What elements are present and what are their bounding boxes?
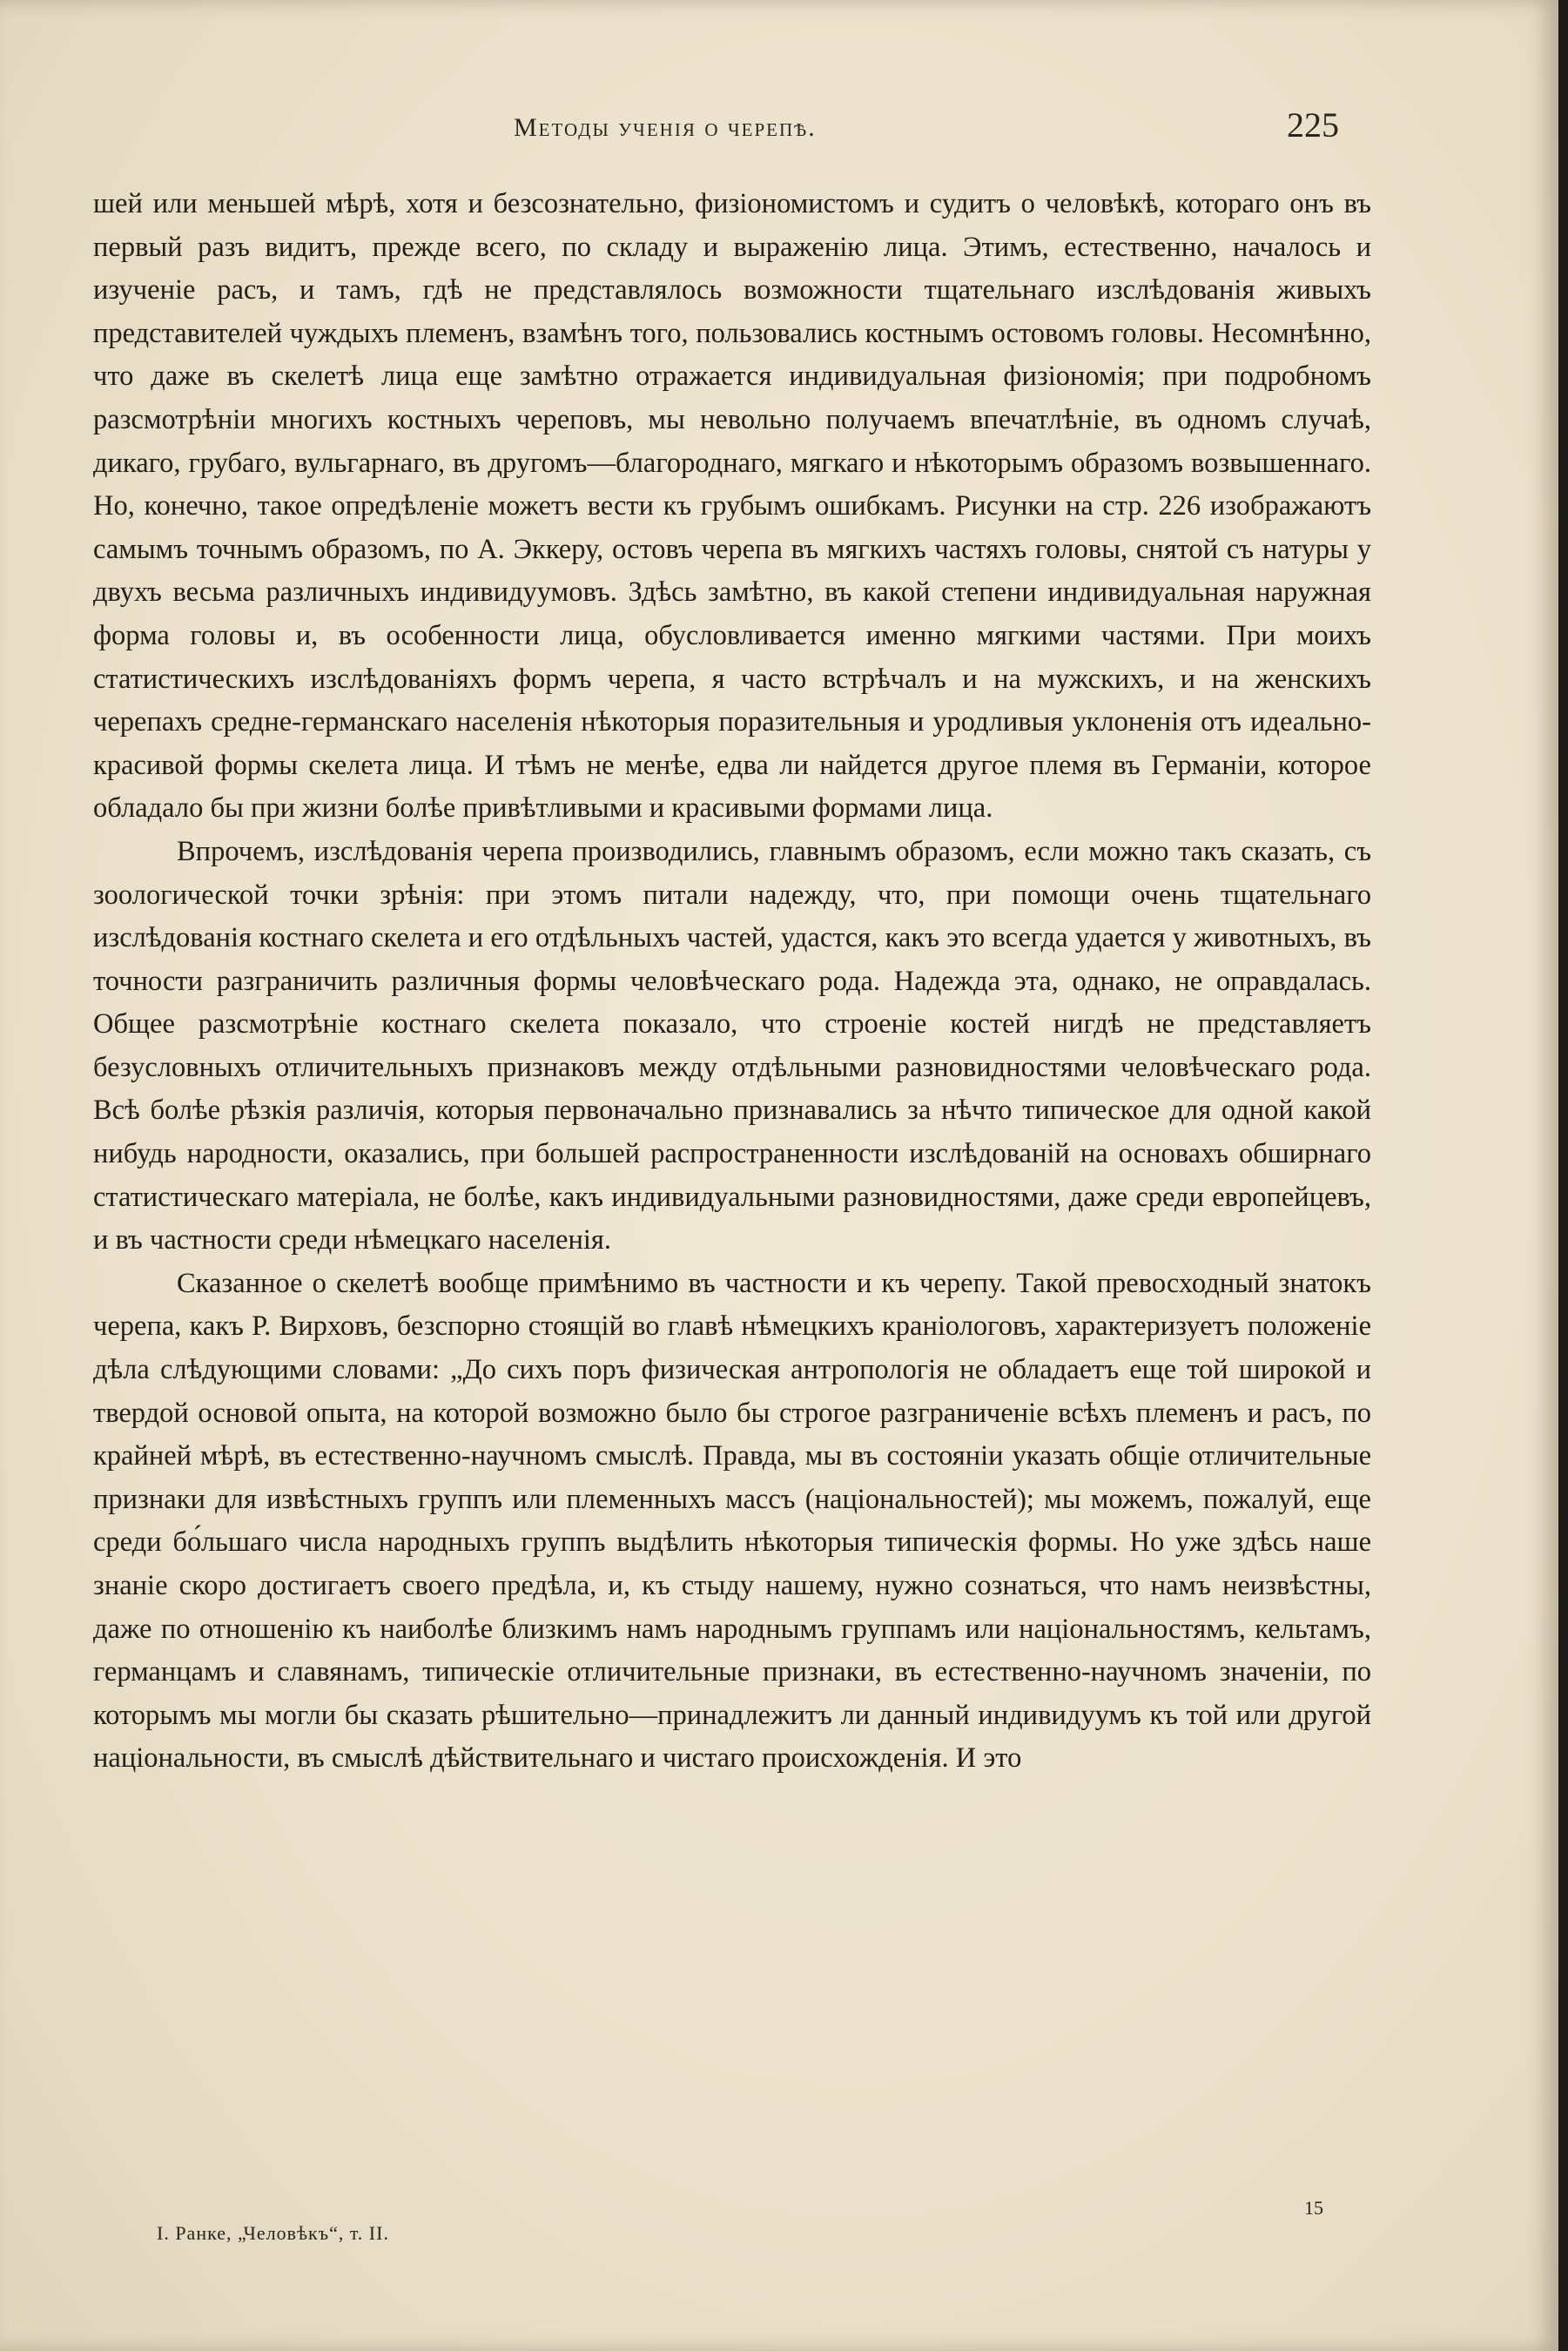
paragraph: Сказанное о скелетѣ вообще примѣнимо въ частности и къ черепу. Такой превосходный знатокъ черепа, какъ Р. Вирховъ, безспорно стоящій во главѣ нѣмецкихъ краніологовъ, характеризуетъ положеніе дѣла слѣдующими словами: „До сихъ поръ физическая антропологія не обладаетъ еще той широкой и твердой основой опыта, на которой возможно было бы строгое разграниченіе всѣхъ племенъ и расъ, по крайней мѣрѣ, въ естественно-научномъ смыслѣ. Правда, мы въ состояніи указать общіе отличительные признаки для извѣстныхъ группъ или племенныхъ массъ (національностей); мы можемъ, пожалуй, еще среди бо́льшаго числа народныхъ группъ выдѣлить нѣкоторыя типическія формы. Но уже здѣсь наше знаніе скоро достигаетъ своего предѣла, и, къ стыду нашему, нужно сознаться, что намъ неизвѣстны, даже по отношенію къ наиболѣе близкимъ намъ народнымъ группамъ или національностямъ, кельтамъ, германцамъ и славянамъ, типическіе отличительные признаки, въ естественно-научномъ значеніи, по которымъ мы могли бы сказать рѣшительно—принадлежитъ ли данный индивидуумъ къ той или другой національности, въ смыслѣ дѣйствительнаго и чистаго происхожденія. И это (93, 1267, 1371, 1775)
running-title: Методы ученія о черепѣ. (514, 113, 817, 142)
body-text (93, 183, 1371, 1781)
page-number: 225 (1287, 105, 1339, 145)
signature-mark: 15 (1304, 2197, 1323, 2219)
running-header (0, 104, 1558, 157)
paragraph-continued: шей или меньшей мѣрѣ, хотя и безсознательно, физіономистомъ и судитъ о человѣкѣ, котораго онъ въ первый разъ видитъ, прежде всего, по складу и выраженію лица. Этимъ, естественно, началось и изученіе расъ, и тамъ, гдѣ не представлялось возможности тщательнаго изслѣдованія живыхъ представителей чуждыхъ племенъ, взамѣнъ того, пользовались костнымъ остовомъ головы. Несомнѣнно, что даже въ скелетѣ лица еще замѣтно отражается индивидуальная физіономія; при подробномъ разсмотрѣніи многихъ костныхъ череповъ, мы невольно получаемъ впечатлѣніе, въ одномъ случаѣ, дикаго, грубаго, вульгарнаго, въ другомъ—благороднаго, мягкаго и нѣкоторымъ образомъ возвышеннаго. Но, конечно, такое опредѣленіе можетъ вести къ грубымъ ошибкамъ. Рисунки на стр. 226 изображаютъ самымъ точнымъ образомъ, по А. Эккеру, остовъ черепа въ мягкихъ частяхъ головы, снятой съ натуры у двухъ весьма различныхъ индивидуумовъ. Здѣсь замѣтно, въ какой степени индивидуальная наружная форма головы и, въ особенности лица, обусловливается именно мягкими частями. При моихъ статистическихъ изслѣдованіяхъ формъ черепа, я часто встрѣчалъ и на мужскихъ, и на женскихъ черепахъ средне-германскаго населенія нѣкоторыя поразительныя и уродливыя уклоненія отъ идеально-красивой формы скелета лица. И тѣмъ не менѣе, едва ли найдется другое племя въ Германіи, которое обладало бы при жизни болѣе привѣтливыми и красивыми формами лица. (93, 188, 1371, 825)
footer-reference: І. Ранке, „Человѣкъ“, т. II. (157, 2222, 389, 2244)
paragraph: Впрочемъ, изслѣдованія черепа производились, главнымъ образомъ, если можно такъ сказать, съ зоологической точки зрѣнія: при этомъ питали надежду, что, при помощи очень тщательнаго изслѣдованія костнаго скелета и его отдѣльныхъ частей, удастся, какъ это всегда удается у животныхъ, въ точности разграничить различныя формы человѣческаго рода. Надежда эта, однако, не оправдалась. Общее разсмотрѣніе костнаго скелета показало, что строеніе костей нигдѣ не представляетъ безусловныхъ отличительныхъ признаковъ между отдѣльными разновидностями человѣческаго рода. Всѣ болѣе рѣзкія различія, которыя первоначально признавались за нѣчто типическое для одной какой нибудь народности, оказались, при большей распространенности изслѣдованій на основахъ обширнаго статистическаго матеріала, не болѣе, какъ индивидуальными разновидностями, даже среди европейцевъ, и въ частности среди нѣмецкаго населенія. (93, 835, 1371, 1256)
